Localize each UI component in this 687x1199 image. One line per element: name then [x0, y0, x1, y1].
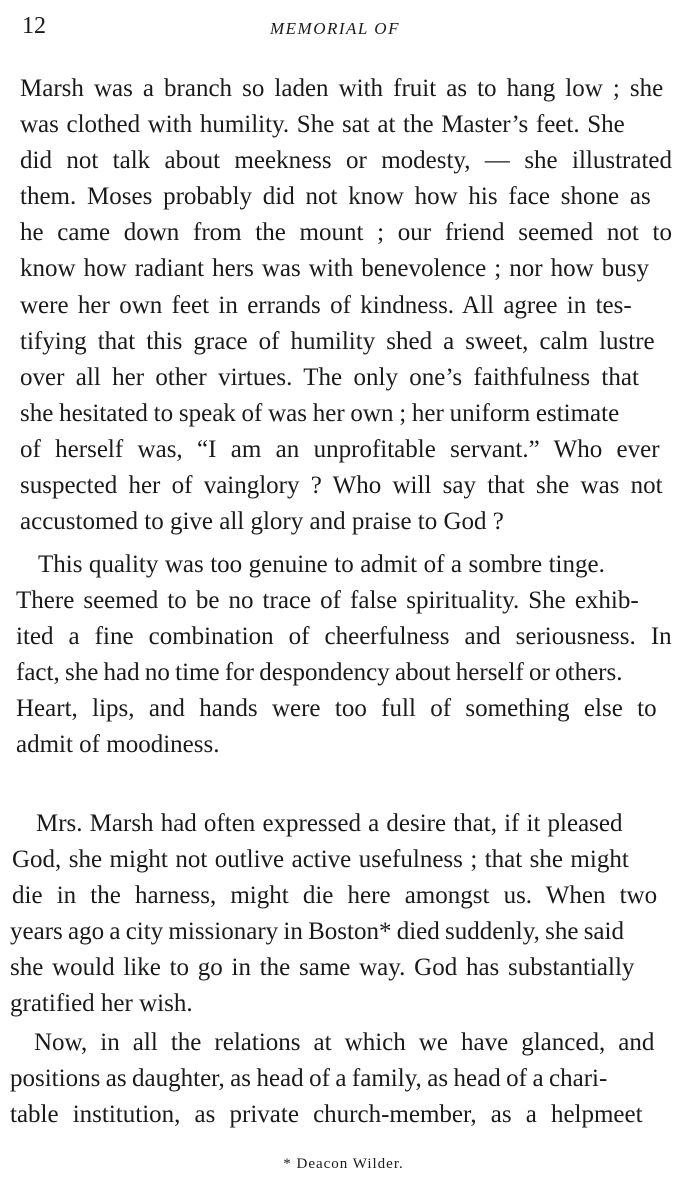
paragraph-line: of herself was, “I am an unprofitable servant.” Who ever — [20, 435, 660, 463]
paragraph-line: know how radiant hers was with benevolence ; nor how busy — [20, 255, 649, 283]
paragraph-line: Now, in all the relations at which we have glanced, and — [34, 1029, 655, 1056]
paragraph-line: Heart, lips, and hands were too full of something else to — [16, 695, 657, 723]
paragraph-line: die in the harness, might die here amongst us. When two — [12, 882, 658, 910]
paragraph-line: admit of moodiness. — [16, 731, 220, 759]
footnote: * Deacon Wilder. — [283, 1156, 404, 1172]
paragraph-line: he came down from the mount ; our friend seemed not to — [20, 219, 672, 247]
paragraph-line: table institution, as private church-member, as a helpmeet — [10, 1101, 643, 1129]
page-number: 12 — [22, 13, 46, 39]
paragraph-line: over all her other virtues. The only one’s faithfulness that — [20, 363, 639, 391]
paragraph-line: suspected her of vainglory ? Who will say that she was not — [20, 472, 663, 500]
paragraph-line: There seemed to be no trace of false spirituality. She exhib- — [16, 587, 639, 615]
running-title: MEMORIAL OF — [270, 19, 400, 38]
paragraph-line: she hesitated to speak of was her own ; her uniform estimate — [20, 399, 620, 427]
paragraph-line: Mrs. Marsh had often expressed a desire that, if it pleased — [36, 810, 623, 837]
paragraph-line: she would like to go in the same way. God has substantially — [10, 954, 635, 982]
paragraph-line: was clothed with humility. She sat at the Master’s feet. She — [20, 111, 625, 139]
paragraph-4 — [0, 1025, 655, 1133]
paragraph-line: were her own feet in errands of kindness. All agree in tes- — [20, 291, 632, 319]
paragraph-line: them. Moses probably did not know how his face shone as — [20, 183, 651, 211]
paragraph-line: God, she might not outlive active usefulness ; that she might — [12, 846, 629, 874]
paragraph-line: This quality was too genuine to admit of a sombre tinge. — [38, 551, 605, 578]
paragraph-line: years ago a city missionary in Boston* died suddenly, she said — [10, 918, 624, 946]
paragraph-line: gratified her wish. — [10, 990, 193, 1018]
paragraph-line: fact, she had no time for despondency about herself or others. — [16, 659, 623, 687]
paragraph-3 — [0, 806, 658, 1023]
paragraph-2 — [0, 547, 672, 764]
paragraph-line: did not talk about meekness or modesty, — she illustrated — [20, 147, 672, 175]
paragraph-line: positions as daughter, as head of a family, as head of a chari- — [10, 1065, 608, 1093]
paragraph-line: tifying that this grace of humility shed a sweet, calm lustre — [20, 327, 655, 355]
paragraph-line: accustomed to give all glory and praise to God ? — [20, 508, 504, 536]
paragraph-1 — [0, 71, 672, 540]
paragraph-line: Marsh was a branch so laden with fruit as to hang low ; she — [20, 75, 664, 102]
paragraph-line: ited a fine combination of cheerfulness and seriousness. In — [16, 623, 672, 651]
